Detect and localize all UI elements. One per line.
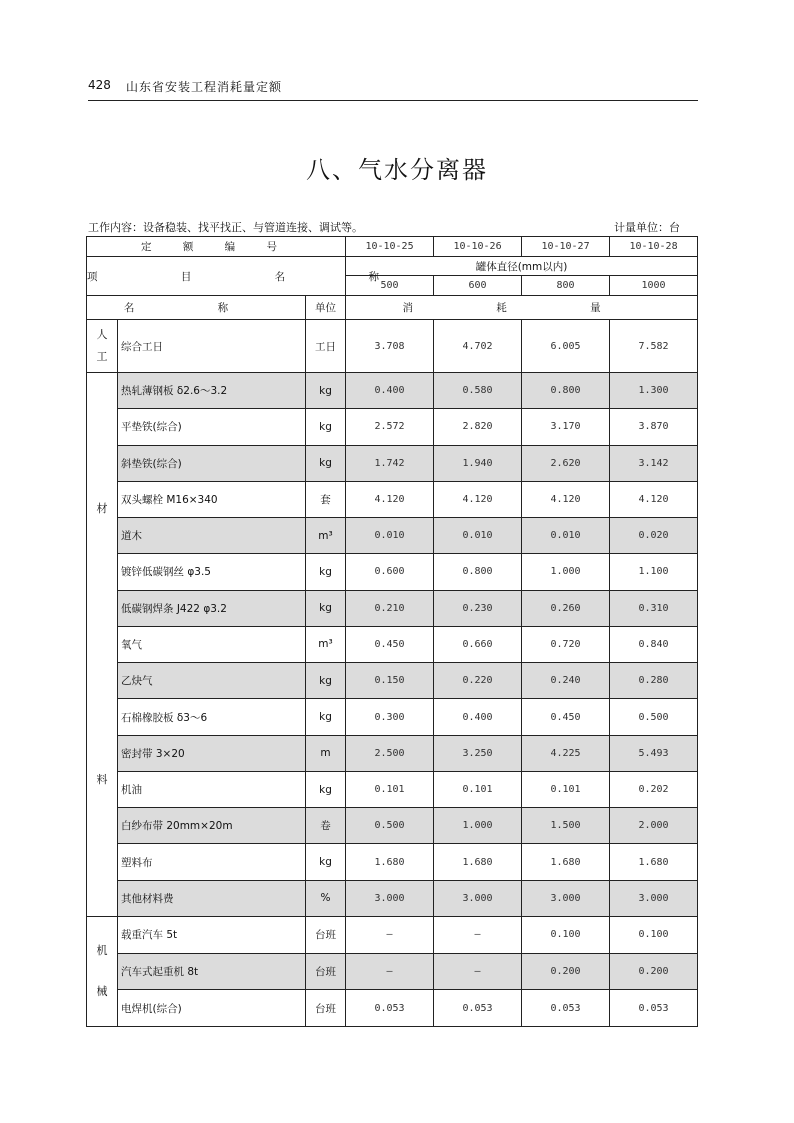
value-cell: 2.000 [610,808,698,844]
value-cell: — [346,917,434,954]
item-name: 氧气 [118,626,306,662]
value-cell: 3.000 [346,880,434,916]
item-unit: 台班 [306,953,346,990]
value-cell: 0.053 [434,990,522,1027]
item-unit: kg [306,409,346,445]
value-cell: 1.680 [346,844,434,880]
value-cell: 3.000 [610,880,698,916]
value-cell: 1.000 [522,554,610,590]
value-cell: — [434,953,522,990]
col-name-label: 名 称 [87,296,306,320]
value-cell: 0.010 [346,518,434,554]
value-cell: 0.230 [434,590,522,626]
value-cell: 5.493 [610,735,698,771]
table-row [87,518,698,554]
value-cell: 1.680 [522,844,610,880]
value-cell: 2.820 [434,409,522,445]
value-cell: 0.200 [610,953,698,990]
value-cell: 0.280 [610,663,698,699]
category-machine [87,917,118,1027]
value-cell: 0.800 [522,373,610,409]
value-cell: 3.708 [346,320,434,373]
item-name: 综合工日 [118,320,306,373]
item-name: 双头螺栓 M16×340 [118,481,306,517]
item-unit: kg [306,590,346,626]
item-name: 平垫铁(综合) [118,409,306,445]
category-char: 工 [96,350,108,363]
value-cell: — [434,917,522,954]
unit-note: 计量单位：台 [614,221,680,234]
value-cell: 4.120 [610,481,698,517]
value-cell: 0.100 [610,917,698,954]
item-name: 汽车式起重机 8t [118,953,306,990]
value-cell: 0.800 [434,554,522,590]
table-row [87,844,698,880]
diameter-cell: 600 [434,276,522,296]
value-cell: 0.600 [346,554,434,590]
page-number: 428 [88,78,111,92]
value-cell: 1.500 [522,808,610,844]
item-unit: 台班 [306,917,346,954]
item-unit: 工日 [306,320,346,373]
diameter-cell: 500 [346,276,434,296]
value-cell: 0.101 [522,771,610,807]
table-row [87,808,698,844]
table-row [87,481,698,517]
value-cell: 1.680 [610,844,698,880]
value-cell: 2.620 [522,445,610,481]
item-name: 机油 [118,771,306,807]
value-cell: 0.053 [346,990,434,1027]
value-cell: 0.202 [610,771,698,807]
spec-label: 罐体直径(mm以内) [346,257,698,276]
category-char: 机 [96,943,108,957]
item-unit: kg [306,554,346,590]
item-name: 热轧薄钢板 δ2.6～3.2 [118,373,306,409]
category-material [87,373,118,917]
value-cell: 3.250 [434,735,522,771]
item-name: 白纱布带 20mm×20m [118,808,306,844]
value-cell: 1.742 [346,445,434,481]
value-cell: 4.120 [522,481,610,517]
table-row [87,953,698,990]
value-cell: 4.225 [522,735,610,771]
value-cell: 4.702 [434,320,522,373]
value-cell: 1.940 [434,445,522,481]
table-row [87,626,698,662]
item-unit: kg [306,663,346,699]
value-cell: 0.840 [610,626,698,662]
table-row [87,590,698,626]
page-header [88,70,698,101]
value-cell: 6.005 [522,320,610,373]
code-cell: 10-10-26 [434,237,522,257]
value-cell: 0.500 [346,808,434,844]
item-unit: kg [306,699,346,735]
item-name: 斜垫铁(综合) [118,445,306,481]
table-row [87,880,698,916]
value-cell: 0.220 [434,663,522,699]
value-cell: 0.200 [522,953,610,990]
value-cell: 3.142 [610,445,698,481]
diameter-cell: 800 [522,276,610,296]
table-row [87,917,698,954]
value-cell: 2.572 [346,409,434,445]
value-cell: 0.300 [346,699,434,735]
item-unit: kg [306,445,346,481]
value-cell: 0.660 [434,626,522,662]
item-name: 电焊机(综合) [118,990,306,1027]
value-cell: 0.010 [522,518,610,554]
table-row [87,771,698,807]
table-row [87,445,698,481]
item-name: 其他材料费 [118,880,306,916]
table-row [87,409,698,445]
value-cell: 0.020 [610,518,698,554]
item-name: 石棉橡胶板 δ3～6 [118,699,306,735]
value-cell: 0.400 [346,373,434,409]
value-cell: 1.680 [434,844,522,880]
item-unit: m³ [306,626,346,662]
item-name: 密封带 3×20 [118,735,306,771]
quota-code-label: 定 额 编 号 [87,237,346,257]
value-cell: 3.870 [610,409,698,445]
diameter-cell: 1000 [610,276,698,296]
value-cell: 2.500 [346,735,434,771]
table-row [87,663,698,699]
item-unit: kg [306,373,346,409]
item-name: 塑料布 [118,844,306,880]
value-cell: 7.582 [610,320,698,373]
table-row [87,320,698,373]
item-unit: 台班 [306,990,346,1027]
value-cell: 3.170 [522,409,610,445]
value-cell: 0.150 [346,663,434,699]
item-unit: 卷 [306,808,346,844]
value-cell: 0.101 [346,771,434,807]
table-row [87,373,698,409]
value-cell: 1.000 [434,808,522,844]
value-cell: 0.450 [522,699,610,735]
category-char: 料 [96,773,108,787]
value-cell: 0.100 [522,917,610,954]
value-cell: 3.000 [522,880,610,916]
category-char: 械 [96,984,108,998]
value-cell: 0.010 [434,518,522,554]
item-name-label: 项 目 名 称 [87,257,346,296]
section-title: 八、气水分离器 [306,156,488,184]
table-row [87,990,698,1027]
value-cell: 0.240 [522,663,610,699]
value-cell: 0.400 [434,699,522,735]
item-unit: kg [306,844,346,880]
table-row [87,735,698,771]
item-unit: m³ [306,518,346,554]
value-cell: 0.053 [522,990,610,1027]
quota-table [86,236,698,1027]
item-name: 乙炔气 [118,663,306,699]
category-char: 材 [96,501,108,515]
value-cell: 0.310 [610,590,698,626]
value-cell: 3.000 [434,880,522,916]
value-cell: 1.300 [610,373,698,409]
col-unit-label: 单位 [306,296,346,320]
item-name: 道木 [118,518,306,554]
table-row [87,554,698,590]
code-cell: 10-10-28 [610,237,698,257]
item-unit: % [306,880,346,916]
code-cell: 10-10-25 [346,237,434,257]
value-cell: 0.260 [522,590,610,626]
category-labor [87,320,118,373]
value-cell: — [346,953,434,990]
value-cell: 1.100 [610,554,698,590]
code-cell: 10-10-27 [522,237,610,257]
value-cell: 0.580 [434,373,522,409]
work-content: 工作内容：设备稳装、找平找正、与管道连接、调试等。 [88,221,363,234]
item-name: 低碳钢焊条 J422 φ3.2 [118,590,306,626]
item-unit: kg [306,771,346,807]
value-cell: 0.450 [346,626,434,662]
book-title: 山东省安装工程消耗量定额 [126,80,283,94]
value-cell: 4.120 [434,481,522,517]
item-name: 镀锌低碳钢丝 φ3.5 [118,554,306,590]
value-cell: 0.053 [610,990,698,1027]
value-cell: 0.500 [610,699,698,735]
item-name: 载重汽车 5t [118,917,306,954]
col-consumption-label: 消 耗 量 [346,296,698,320]
item-unit: 套 [306,481,346,517]
value-cell: 0.101 [434,771,522,807]
value-cell: 4.120 [346,481,434,517]
item-unit: m [306,735,346,771]
category-char: 人 [96,328,108,341]
table-row [87,699,698,735]
value-cell: 0.720 [522,626,610,662]
value-cell: 0.210 [346,590,434,626]
